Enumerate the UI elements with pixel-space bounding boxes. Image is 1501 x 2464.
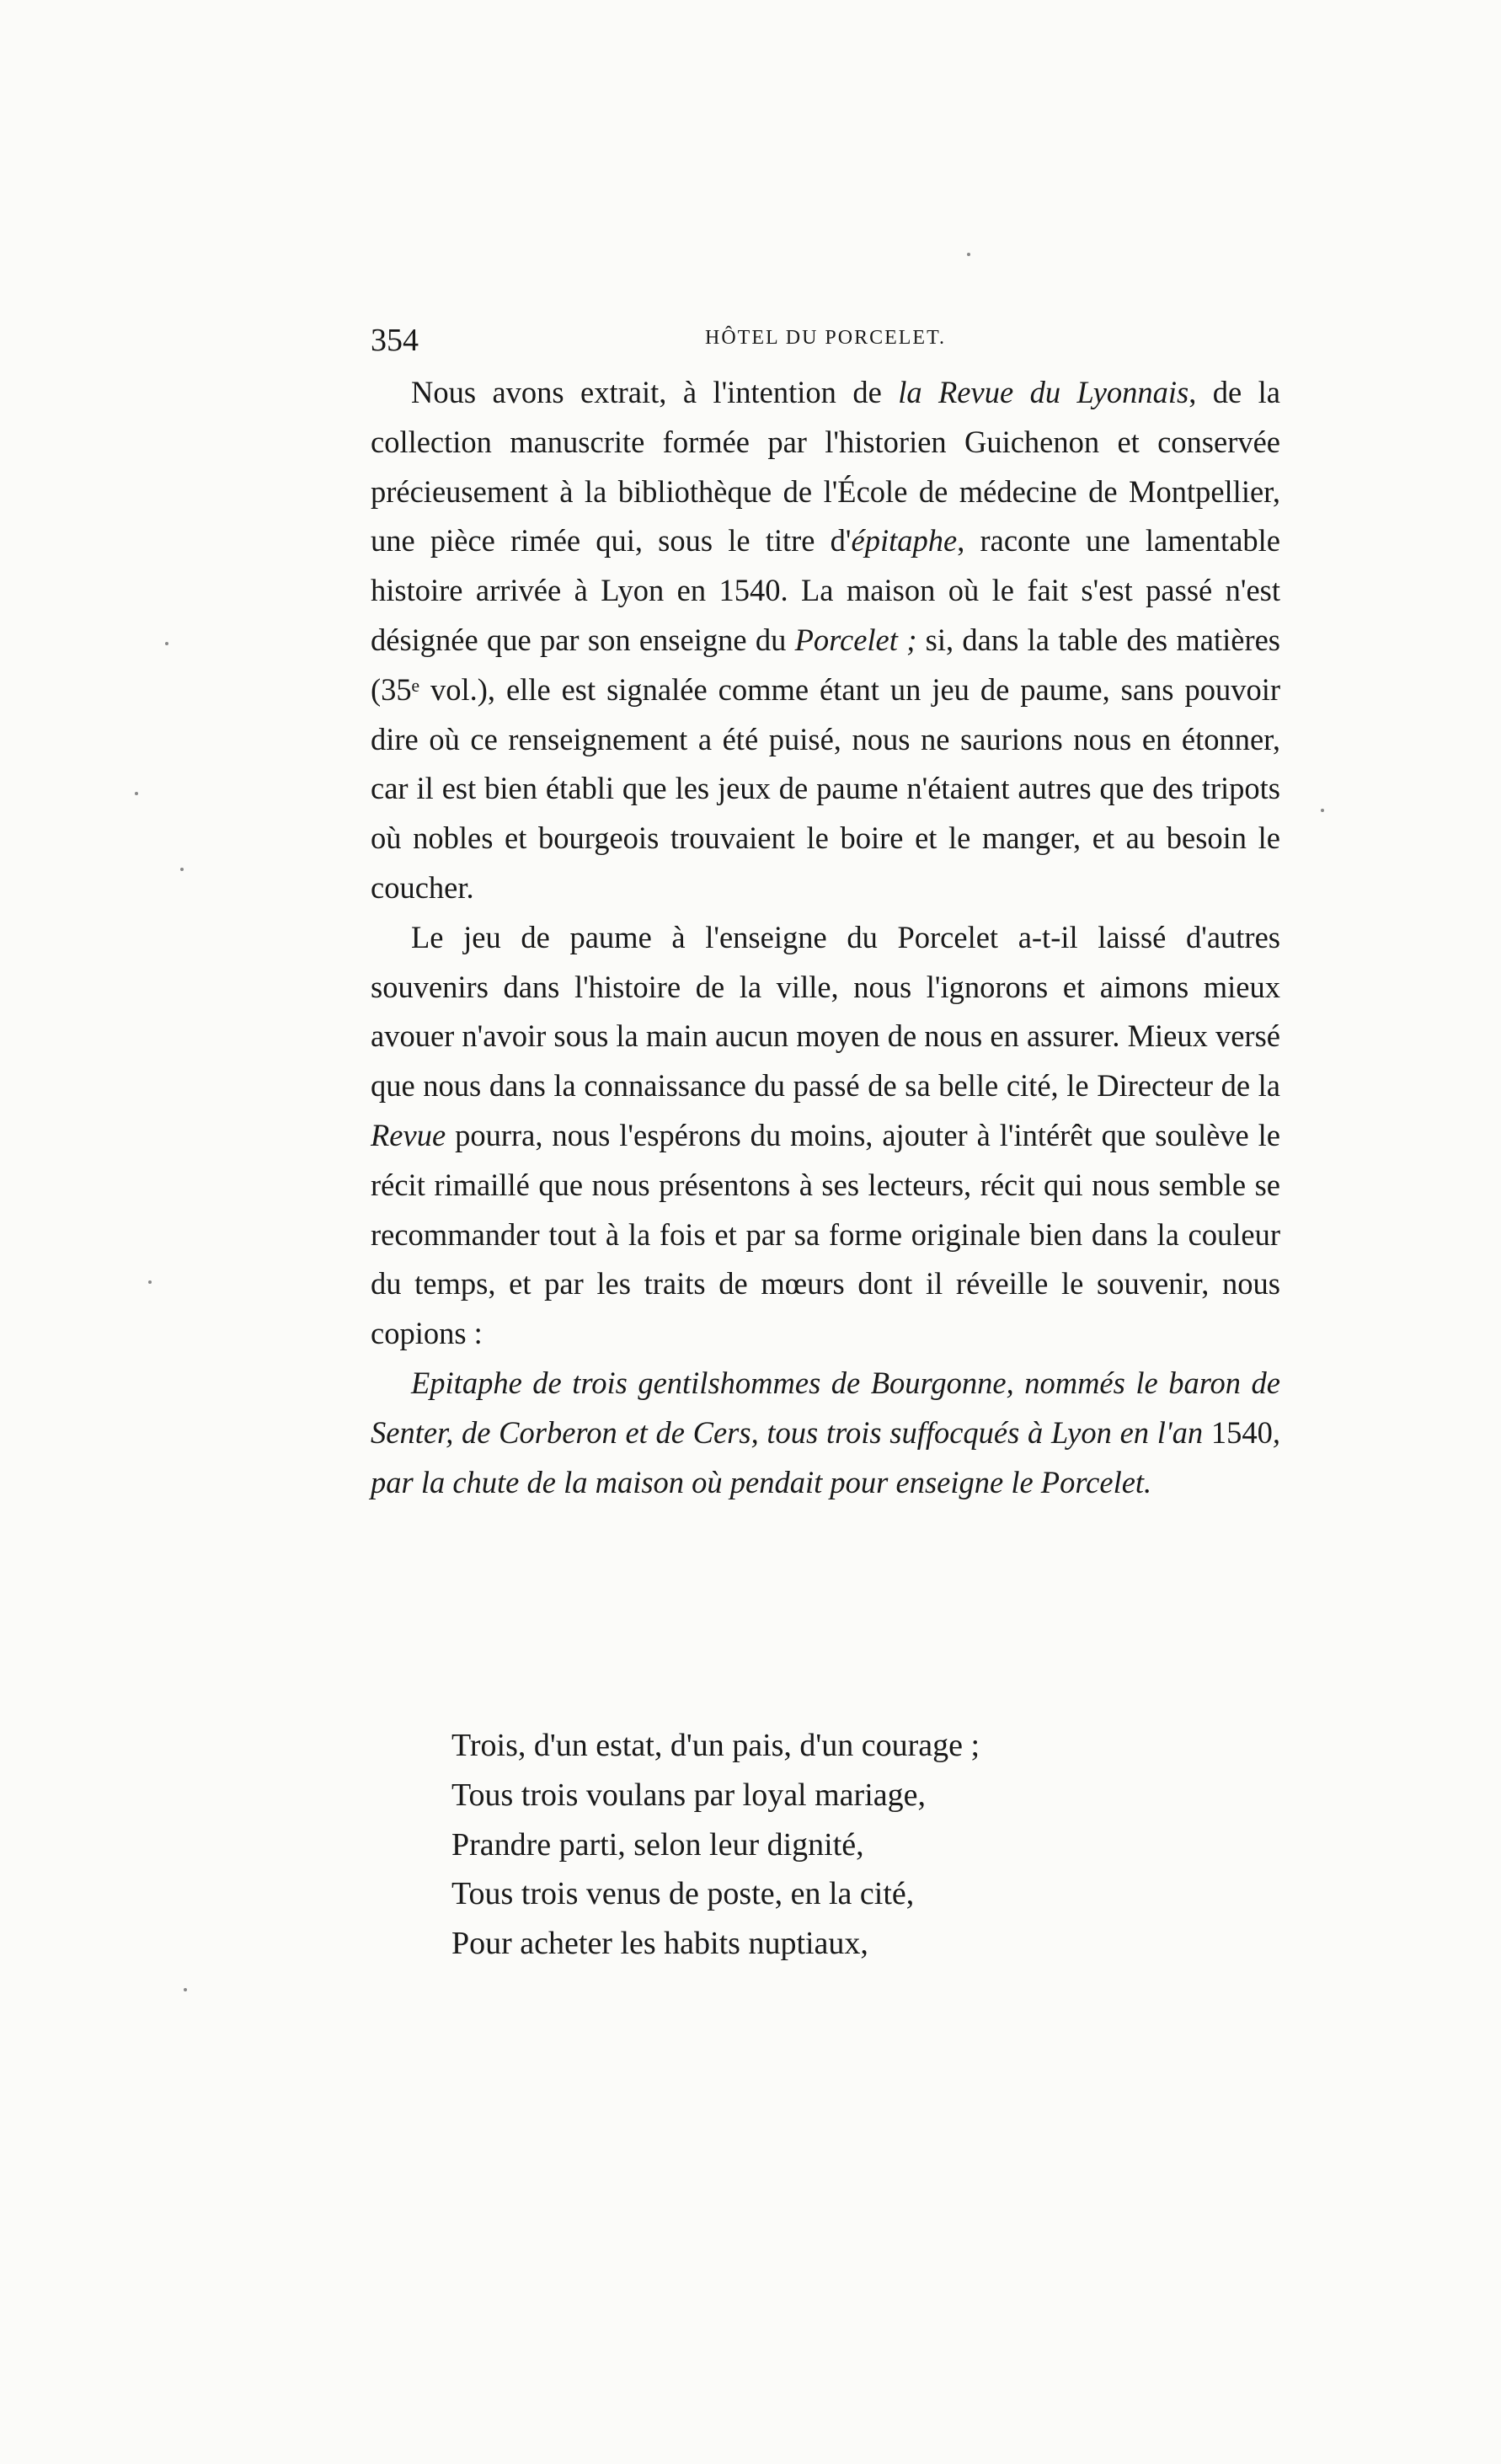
italic-text: , par la chute de la maison où pendait pour enseigne le Porcelet. [371,1414,1280,1499]
ink-speck [148,1280,152,1284]
running-head: HÔTEL DU PORCELET. [705,327,946,349]
ink-speck [135,792,138,795]
italic-text: Revue [371,1117,446,1152]
italic-text: épitaphe [851,523,958,559]
text-run: , de la collection manuscrite formée par l'historien Guichenon et conservée précieusement à la bibliothèque de l'École de médecine de Montpellier, une pièce rimée qui, sous le titre d' [371,375,1280,559]
verse-block [451,1721,1210,1969]
text-run: Le jeu de paume à l'enseigne du Porcelet a-t-il laissé d'autres souvenirs dans l'histoire de la ville, nous l'ignorons et aimons mieux avouer n'avoir sous la main aucun moyen de nous en assurer. Mieux versé que nous dans la connaissance du passé de sa belle cité, le Directeur de la [371,919,1280,1104]
paragraph [371,913,1280,1359]
verse-line: Prandre parti, selon leur dignité, [451,1826,864,1863]
paragraph [371,368,1280,913]
italic-text: Porcelet ; [794,622,917,657]
epitaph-title [371,1359,1280,1507]
page-number: 354 [371,323,419,358]
text-run: Nous avons extrait, à l'intention de [411,375,899,409]
ink-speck [1321,809,1324,812]
body-text [371,368,1280,1507]
text-run: pourra, nous l'espérons du moins, ajouter à l'intérêt que soulève le récit rimaillé que nous présentons à ses lecteurs, récit qui nous semble se recommander tout à la fois et par sa forme originale bien dans la couleur du temps, et par les traits de mœurs dont il réveille le souvenir, nous copions : [371,1117,1280,1351]
verse-line: Tous trois venus de poste, en la cité, [451,1876,915,1912]
ink-speck [967,253,970,256]
ink-speck [165,642,168,645]
text-run: si, dans la table des matières (35ᵉ vol.), elle est signalée comme étant un jeu de paume, sans pouvoir dire où ce renseignement a été puisé, nous ne saurions nous en étonner, car il est bien établi que les jeux de paume n'étaient autres que des tripots où nobles et bourgeois trouvaient le boire et le manger, et au besoin le coucher. [371,622,1281,905]
verse-line: Tous trois voulans par loyal mariage, [451,1777,926,1813]
page-header [371,322,1280,358]
italic-text: la Revue du Lyonnais [898,375,1189,409]
ink-speck [184,1988,187,1991]
ink-speck [180,868,184,871]
italic-text: Epitaphe de trois gentilshommes de Bourgonne, nommés le baron de Senter, de Corberon et de Cers, tous trois suffocqués à Lyon en l'an [371,1365,1280,1450]
text-run: , raconte une lamentable histoire arrivée à Lyon en 1540. La maison où le fait s'est passé n'est désignée que par son enseigne du [371,523,1280,657]
text-run: 1540 [1210,1414,1273,1450]
verse-line: Trois, d'un estat, d'un pais, d'un courage ; [451,1728,980,1763]
verse-line: Pour acheter les habits nuptiaux, [451,1926,868,1962]
